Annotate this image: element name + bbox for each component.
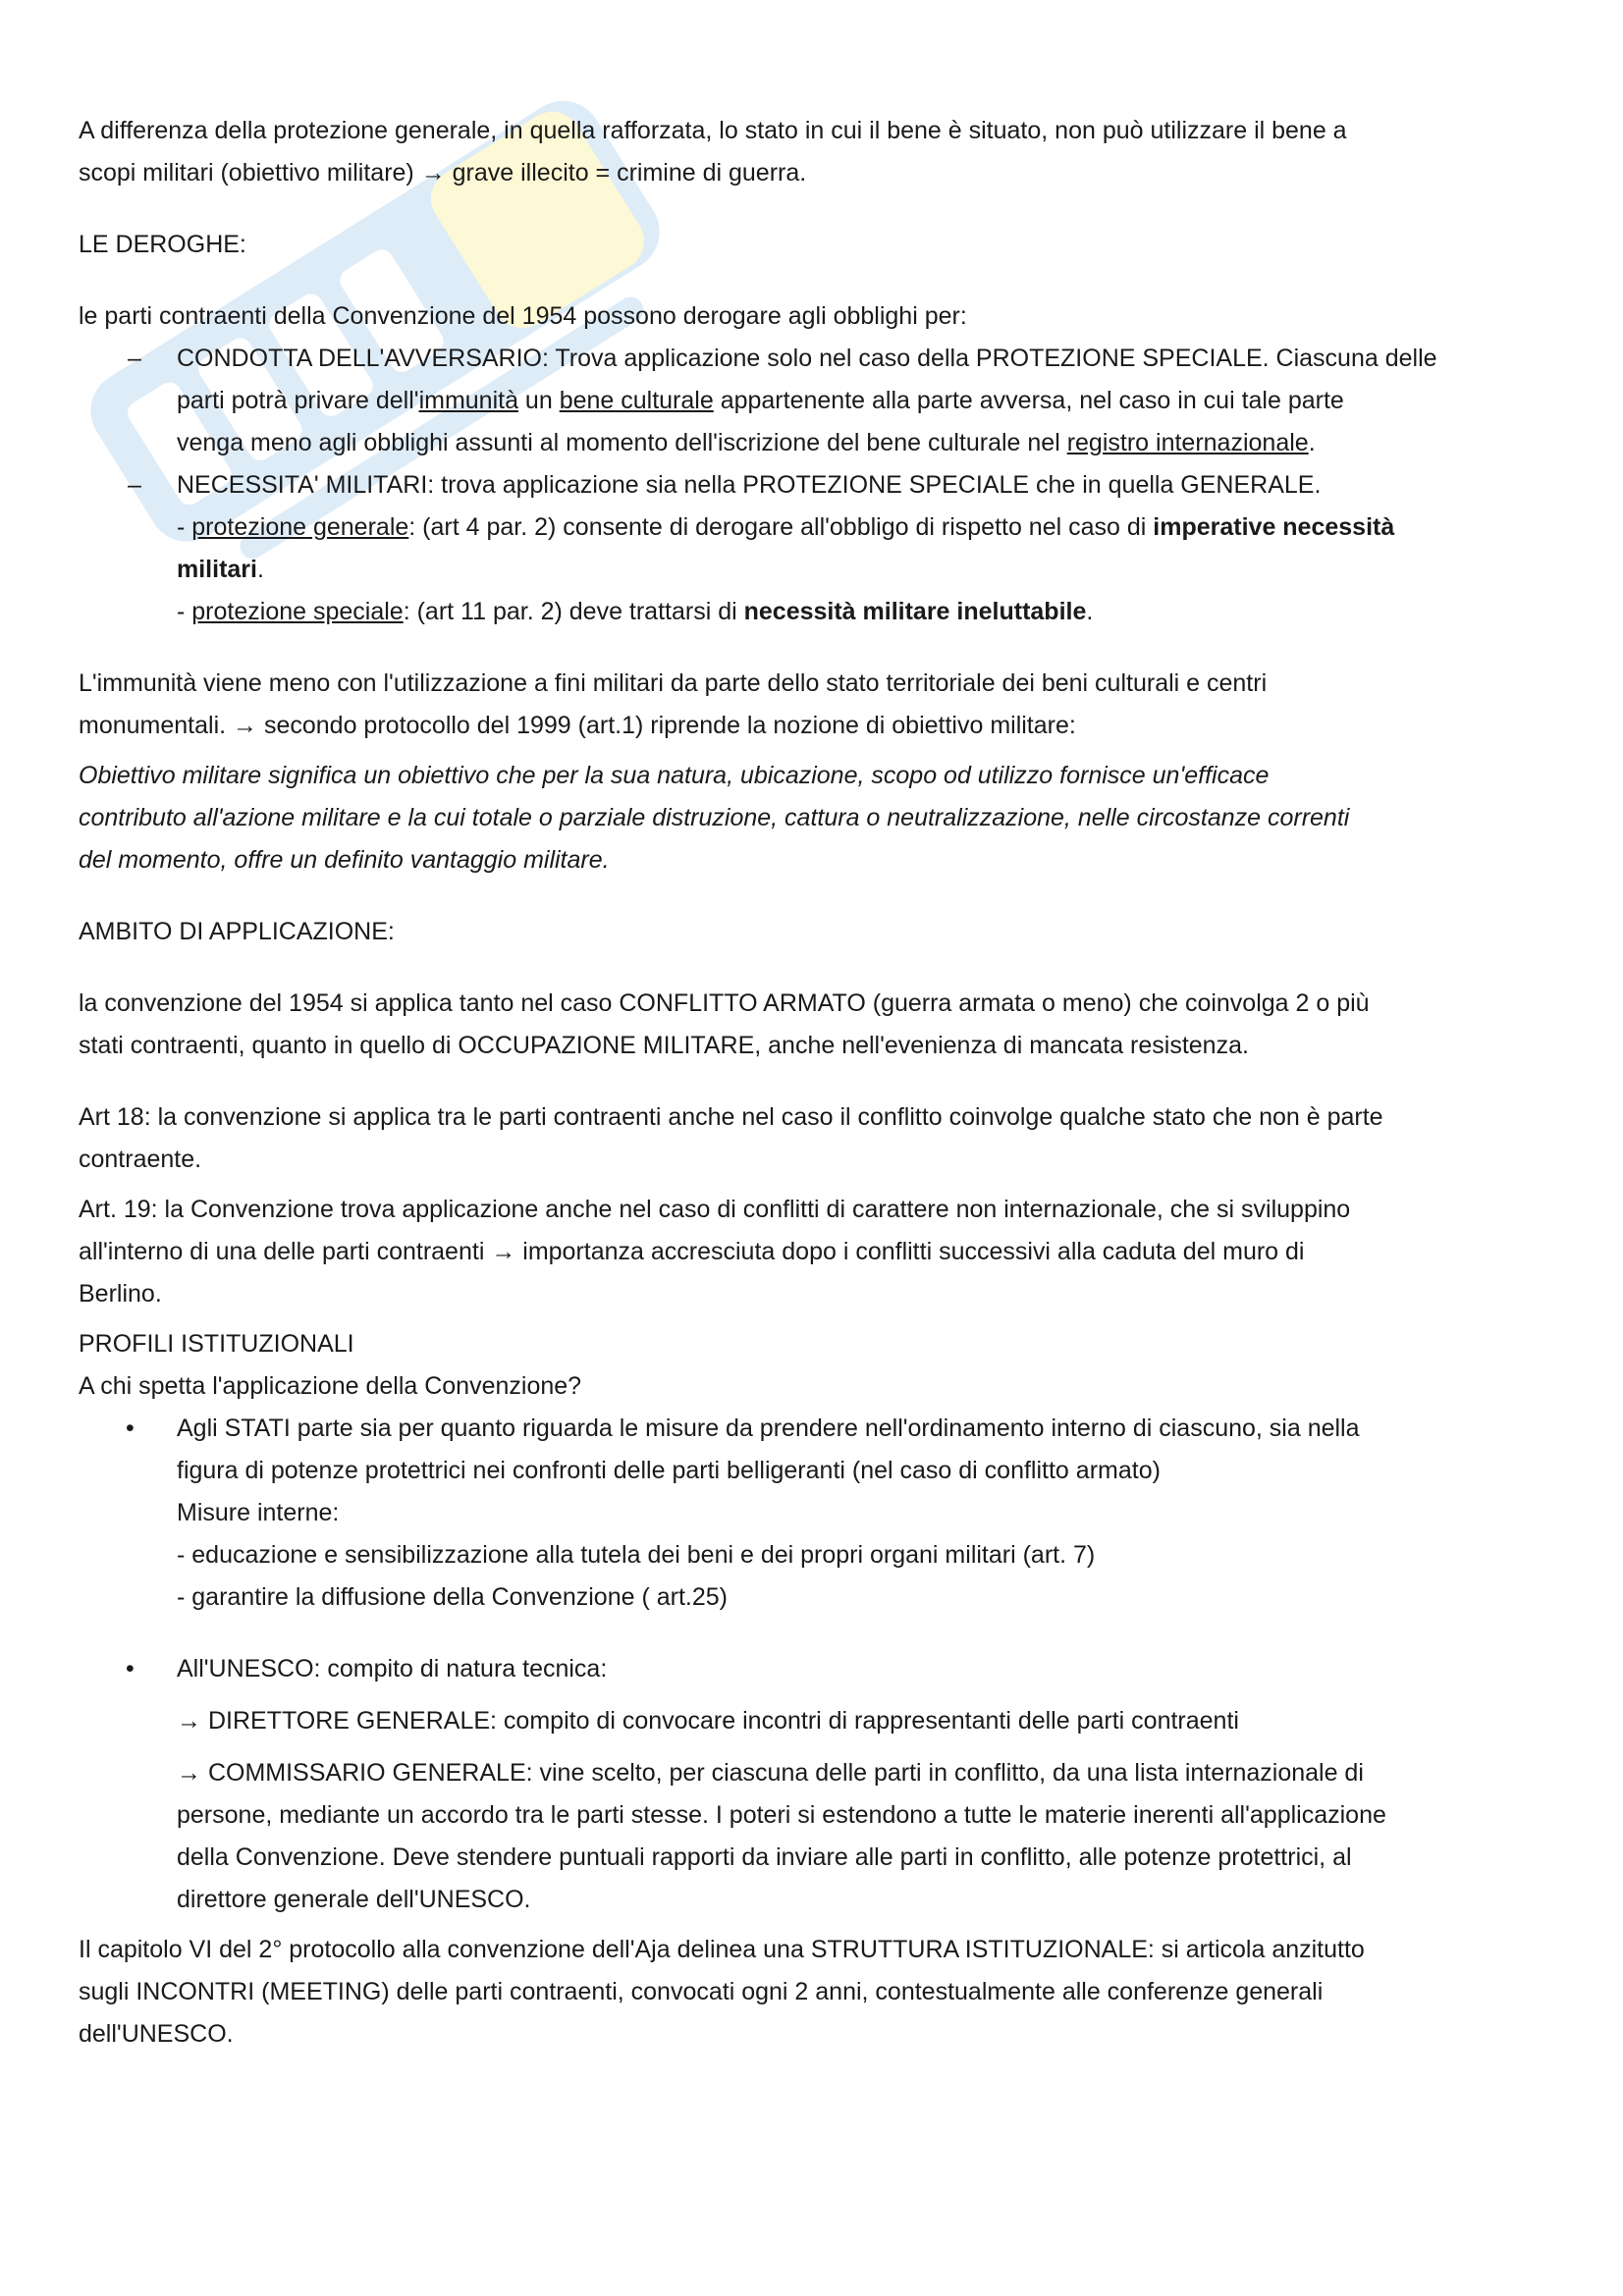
dash-marker: – (128, 345, 141, 372)
deroghe-list (79, 338, 1551, 633)
dash-marker: – (128, 471, 141, 499)
deroghe-intro: le parti contraenti della Convenzione del 1954 possono derogare agli obblighi per: (79, 302, 967, 330)
list-item-necessita: – NECESSITA' MILITARI: trova applicazione sia nella PROTEZIONE SPECIALE che in quella GENERALE. - protezione generale: (art 4 par. 2) consente di derogare all'obbligo di rispetto nel caso di imperative necessità militari. - protezione speciale: (art 11 par. 2) deve trattarsi di necessità militare ineluttabile. (79, 464, 1551, 633)
heading-ambito: AMBITO DI APPLICAZIONE: (79, 918, 395, 945)
paragraph-art18: Art 18: la convenzione si applica tra le parti contraenti anche nel caso il conflitto coinvolge qualche stato che non è parte contraente. (79, 1103, 1383, 1173)
commissario-generale: → COMMISSARIO GENERALE: vine scelto, per ciascuna delle parti in conflitto, da una lista internazionale di persone, mediante un accordo tra le parti stesse. I poteri si estendono a tutte le materie inerenti all'applicazione della Convenzione. Deve stendere puntuali rapporti da inviare alle parti in conflitto, alle potenze protettrici, al direttore generale dell'UNESCO. (177, 1759, 1386, 1913)
paragraph-ambito: la convenzione del 1954 si applica tanto nel caso CONFLITTO ARMATO (guerra armata o meno) che coinvolga 2 o più stati contraenti, quanto in quello di OCCUPAZIONE MILITARE, anche nell'evenienza di mancata resistenza. (79, 989, 1370, 1059)
paragraph-immunita: L'immunità viene meno con l'utilizzazione a fini militari da parte dello stato territoriale dei beni culturali e centri monumentali. → secondo protocollo del 1999 (art.1) riprende la nozione di obiettivo militare: (79, 669, 1268, 739)
heading-profili: PROFILI ISTITUZIONALI (79, 1330, 354, 1358)
bullet-marker: • (126, 1655, 135, 1682)
question: A chi spetta l'applicazione della Convenzione? (79, 1372, 582, 1400)
document-page (79, 110, 1551, 2056)
direttore-generale: → DIRETTORE GENERALE: compito di convocare incontri di rappresentanti delle parti contraenti (177, 1707, 1239, 1735)
list-item-condotta: – CONDOTTA DELL'AVVERSARIO: Trova applicazione solo nel caso della PROTEZIONE SPECIALE. Ciascuna delle parti potrà privare dell'immunità un bene culturale appartenente alla parte avversa, nel caso in cui tale parte venga meno agli obblighi assunti al momento dell'iscrizione del bene culturale nel registro internazionale. (79, 338, 1551, 464)
list-item-stati: • Agli STATI parte sia per quanto riguarda le misure da prendere nell'ordinamento interno di ciascuno, sia nella figura di potenze protettrici nei confronti delle parti belligeranti (nel caso di conflitto armato) Misure interne: - educazione e sensibilizzazione alla tutela dei beni e dei propri organi militari (art. 7) - garantire la diffusione della Convenzione ( art.25) (79, 1408, 1551, 1619)
paragraph-intro: A differenza della protezione generale, in quella rafforzata, lo stato in cui il bene è situato, non può utilizzare il bene a scopi militari (obiettivo militare) → grave illecito = crimine di guerra. (79, 117, 1347, 187)
profili-list (79, 1408, 1551, 1921)
paragraph-art19: Art. 19: la Convenzione trova applicazione anche nel caso di conflitti di carattere non internazionale, che si sviluppino all'interno di una delle parti contraenti → importanza accresciuta dopo i conflitti successivi alla caduta del muro di Berlino. (79, 1196, 1351, 1308)
definizione-obiettivo-militare: Obiettivo militare significa un obiettivo che per la sua natura, ubicazione, scopo od utilizzo fornisce un'efficace contributo all'azione militare e la cui totale o parziale distruzione, cattura o neutralizzazione, nelle circostanze correnti del momento, offre un definito vantaggio militare. (79, 762, 1350, 874)
heading-deroghe: LE DEROGHE: (79, 231, 246, 258)
list-item-unesco: • All'UNESCO: compito di natura tecnica: → DIRETTORE GENERALE: compito di convocare incontri di rappresentanti delle parti contraenti → COMMISSARIO GENERALE: vine scelto, per ciascuna delle parti in conflitto, da una lista internazionale di persone, mediante un accordo tra le parti stesse. I poteri si estendono a tutte le materie inerenti all'applicazione della Convenzione. Deve stendere puntuali rapporti da inviare alle parti in conflitto, alle potenze protettrici, al direttore generale dell'UNESCO. (79, 1648, 1551, 1921)
paragraph-capitolo: Il capitolo VI del 2° protocollo alla convenzione dell'Aja delinea una STRUTTURA ISTITUZIONALE: si articola anzitutto sugli INCONTRI (MEETING) delle parti contraenti, convocati ogni 2 anni, contestualmente alle conferenze generali dell'UNESCO. (79, 1936, 1365, 2048)
bullet-marker: • (126, 1415, 135, 1442)
